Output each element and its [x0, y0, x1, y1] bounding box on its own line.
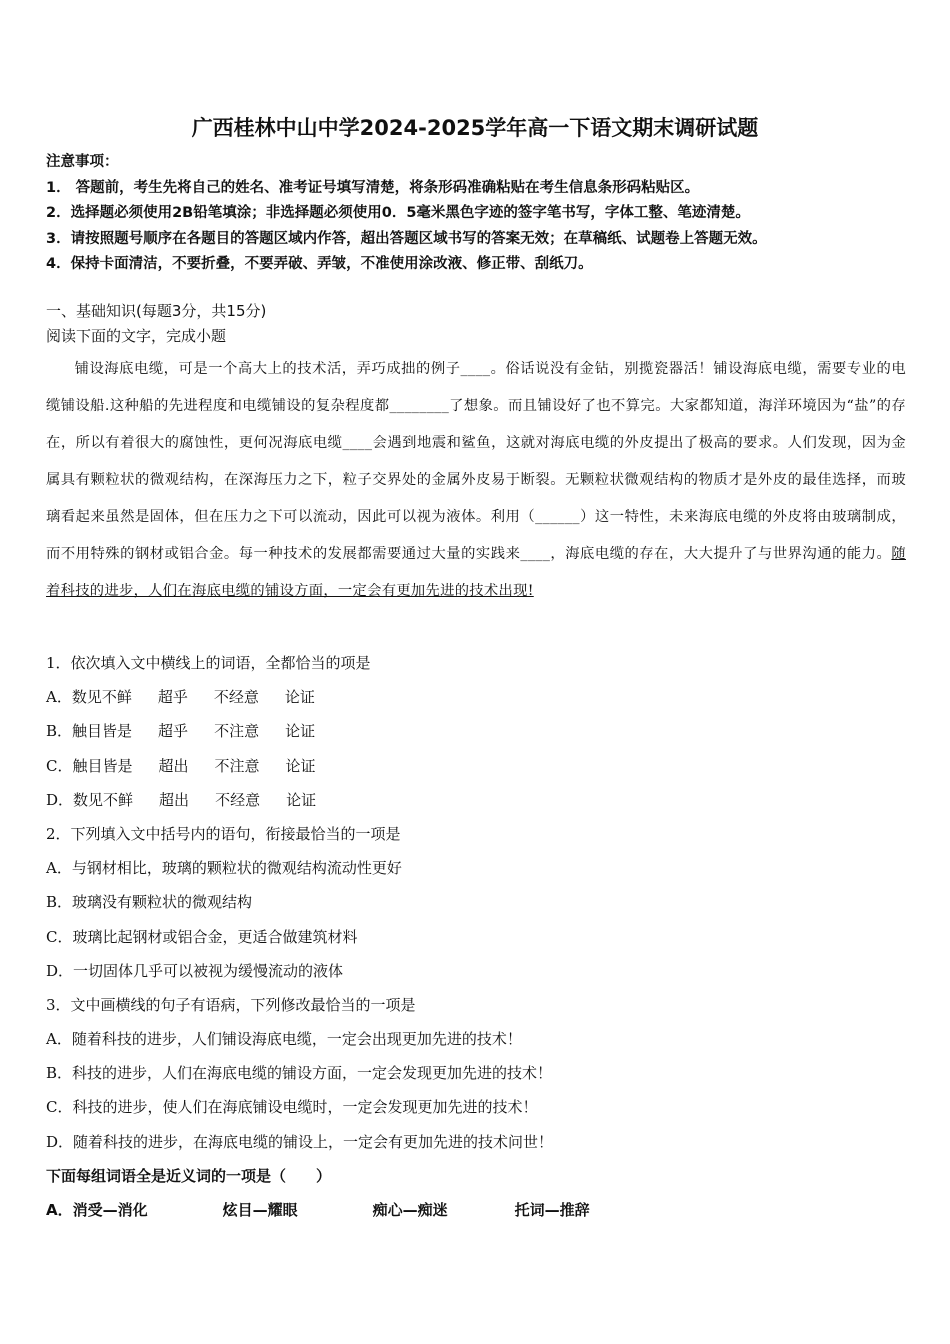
notice-block: [46, 150, 906, 278]
section-heading: 一、基础知识(每题3分，共15分): [46, 302, 267, 320]
section-intro: 阅读下面的文字，完成小题: [46, 327, 227, 345]
underlined-sentence: 随着科技的进步，人们在海底电缆的铺设方面，一定会有更加先进的技术出现!: [46, 546, 906, 599]
option-word: 论证: [284, 688, 315, 707]
notice-item: 4．保持卡面清洁，不要折叠，不要弄破、弄皱，不准使用涂改液、修正带、刮纸刀。: [46, 256, 593, 272]
option-word: 触目皆是: [72, 756, 133, 775]
notice-heading: 注意事项：: [46, 154, 119, 170]
option-a: [46, 680, 906, 714]
option-c: [46, 749, 906, 783]
option-d: D．一切固体几乎可以被视为缓慢流动的液体: [46, 961, 344, 980]
option-word: 超乎: [157, 688, 188, 707]
notice-item: 2．选择题必须使用2B铅笔填涂；非选择题必须使用0．5毫米黑色字迹的签字笔书写，字体工整、笔迹清楚。: [46, 205, 750, 221]
notice-item: 3．请按照题号顺序在各题目的答题区域内作答，超出答题区域书写的答案无效；在草稿纸、试题卷上答题无效。: [46, 230, 767, 247]
option-b: B．科技的进步，人们在海底电缆的铺设方面，一定会发现更加先进的技术！: [46, 1064, 553, 1083]
option-label: A．: [46, 1201, 73, 1219]
question-stem: 3．文中画横线的句子有语病，下列修改最恰当的一项是: [46, 995, 416, 1014]
question-stem: 下面每组词语全是近义词的一项是（ ）: [46, 1166, 332, 1185]
option-word: 痴心—痴迷: [372, 1201, 448, 1219]
option-word: 托词—推辞: [514, 1201, 590, 1219]
option-word: 超出: [158, 756, 189, 775]
option-word: 触目皆是: [72, 722, 133, 741]
option-c: C．科技的进步，使人们在海底铺设电缆时，一定会发现更加先进的技术！: [46, 1098, 538, 1117]
option-label: A．: [46, 688, 72, 707]
option-word: 数见不鲜: [73, 790, 134, 809]
option-word: 数见不鲜: [71, 688, 132, 707]
option-label: C．: [46, 756, 73, 775]
question-1: [46, 646, 906, 1227]
question-stem: 1．依次填入文中横线上的词语，全都恰当的项是: [46, 654, 371, 672]
option-d: D．随着科技的进步，在海底电缆的铺设上，一定会有更加先进的技术问世！: [46, 1132, 554, 1151]
option-word: 论证: [285, 722, 316, 741]
option-a: A．随着科技的进步，人们铺设海底电缆，一定会出现更加先进的技术！: [46, 1030, 522, 1049]
option-word: 不经意: [213, 688, 259, 707]
option-b: [46, 714, 906, 748]
option-word: 不注意: [214, 756, 260, 775]
reading-passage: [46, 351, 906, 610]
passage-text: 铺设海底电缆，可是一个高大上的技术活，弄巧成拙的例子____。俗话说没有金钻，别揽瓷器活！铺设海底电缆，需要专业的电缆铺设船.这种船的先进程度和电缆铺设的复杂程度都________了想象。而且铺设好了也不算完。大家都知道，海洋环境因为“盐”的存在，所以有着很大的腐蚀性，更何况海底电缆____会遇到地震和鲨鱼，这就对海底电缆的外皮提出了极高的要求。人们发现，因为金属具有颗粒状的微观结构，在深海压力之下，粒子交界处的金属外皮易于断裂。无颗粒状微观结构的物质才是外皮的最佳选择，而玻璃看起来虽然是固体，但在压力之下可以流动，因此可以视为液体。利用（______）这一特性，未来海底电缆的外皮将由玻璃制成，而不用特殊的钢材或铝合金。每一种技术的发展都需要通过大量的实践来____，海底电缆的存在，大大提升了与世界沟通的能力。: [46, 361, 906, 562]
option-label: B．: [46, 722, 73, 741]
option-word: 炫目—耀眼: [222, 1201, 298, 1219]
exam-title: 广西桂林中山中学2024-2025学年高一下语文期末调研试题: [191, 116, 759, 140]
option-c: C．玻璃比起钢材或铝合金，更适合做建筑材料: [46, 927, 358, 946]
option-word: 不注意: [214, 722, 260, 741]
option-b: B．玻璃没有颗粒状的微观结构: [46, 893, 253, 912]
option-word: 超出: [159, 790, 190, 809]
option-word: 不经意: [215, 790, 261, 809]
option-label: D．: [46, 790, 74, 809]
option-word: 论证: [286, 790, 317, 809]
question-stem: 2．下列填入文中括号内的语句，衔接最恰当的一项是: [46, 824, 401, 843]
notice-item: 1． 答题前，考生先将自己的姓名、准考证号填写清楚，将条形码准确粘贴在考生信息条形码粘贴区。: [46, 179, 700, 196]
option-a: A．与钢材相比，玻璃的颗粒状的微观结构流动性更好: [46, 859, 402, 878]
option-a: [46, 1193, 906, 1227]
option-word: 论证: [285, 756, 316, 775]
option-word: 消受—消化: [72, 1201, 148, 1219]
option-d: [46, 783, 906, 817]
option-word: 超乎: [158, 722, 189, 741]
